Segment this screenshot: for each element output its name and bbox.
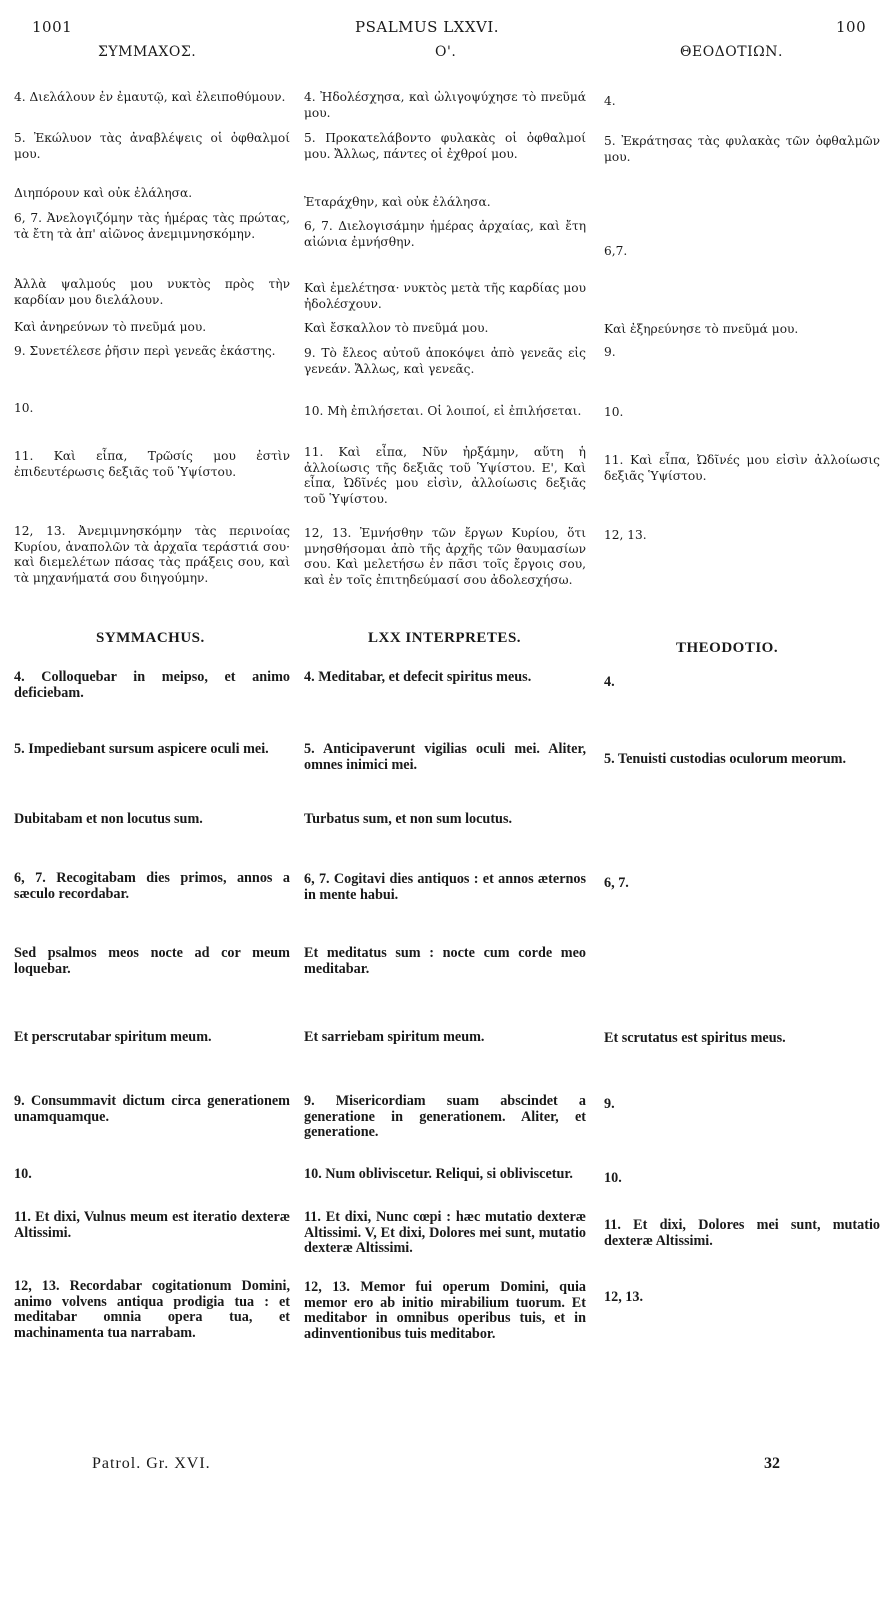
latin-head-theodotion: THEODOTIO. (676, 640, 779, 656)
latin-theodotion-v6-7c: Et scrutatus est spiritus meus. (604, 1030, 786, 1046)
latin-symmachus-v6-7: 6, 7. Recogitabam dies primos, annos a sæculo recordabar. (14, 870, 290, 902)
footer-signature: 32 (764, 1455, 780, 1472)
greek-lxx-v6-7c: Καὶ ἔσκαλλον τὸ πνεῦμά μου. (304, 321, 489, 335)
greek-symmachus-v5b: Διηπόρουν καὶ οὐκ ἐλάλησα. (14, 186, 193, 200)
greek-symmachus-v10: 10. (14, 401, 34, 415)
greek-symmachus-v11: 11. Καὶ εἶπα, Τρῶσίς μου ἐστὶν ἐπιδευτέρωσις δεξιᾶς τοῦ Ὑψίστου. (14, 449, 290, 479)
greek-symmachus-v6-7c: Καὶ ἀνηρεύνων τὸ πνεῦμά μου. (14, 320, 207, 334)
greek-theodotion-v5: 5. Ἐκράτησας τὰς φυλακὰς τῶν ὀφθαλμῶν μου. (604, 134, 880, 164)
latin-theodotion-v4: 4. (604, 674, 615, 690)
latin-symmachus-v12-13: 12, 13. Recordabar cogitationum Domini, animo volvens antiqua prodigia tua : et meditabar omnia opera tua, et machinamenta tua narrabam. (14, 1278, 290, 1341)
footer-source: Patrol. Gr. XVI. (92, 1455, 211, 1472)
latin-symmachus-v4: 4. Colloquebar in meipso, et animo deficiebam. (14, 669, 290, 701)
latin-head-lxx: LXX INTERPRETES. (368, 630, 522, 646)
latin-symmachus-v11: 11. Et dixi, Vulnus meum est iteratio dexteræ Altissimi. (14, 1209, 290, 1241)
latin-lxx-v12-13: 12, 13. Memor fui operum Domini, quia memor ero ab initio mirabilium tuorum. Et meditabor in omnibus operibus tuis, et in adinventionibus tuis meditabor. (304, 1279, 586, 1342)
latin-theodotion-v6-7: 6, 7. (604, 875, 629, 891)
greek-head-theodotion: ΘΕΟΔΟΤΙΩΝ. (680, 44, 783, 60)
greek-symmachus-v5: 5. Ἐκώλυον τὰς ἀναβλέψεις οἱ ὀφθαλμοί μου. (14, 131, 290, 161)
greek-lxx-v11: 11. Καὶ εἶπα, Νῦν ἠρξάμην, αὕτη ἡ ἀλλοίωσις τῆς δεξιᾶς τοῦ Ὑψίστου. Ε', Καὶ εἶπα, Ὠδῖνές μου εἰσὶν, ἀλλοίωσις δεξιᾶς τοῦ Ὑψίστου. (304, 445, 586, 506)
greek-lxx-v6-7: 6, 7. Διελογισάμην ἡμέρας ἀρχαίας, καὶ ἔτη αἰώνια ἐμνήσθην. (304, 219, 586, 249)
latin-symmachus-v6-7c: Et perscrutabar spiritum meum. (14, 1029, 212, 1045)
greek-theodotion-v9: 9. (604, 345, 616, 359)
running-title: PSALMUS LXXVI. (355, 18, 500, 36)
greek-theodotion-v11: 11. Καὶ εἶπα, Ὠδῖνές μου εἰσὶν ἀλλοίωσις δεξιᾶς Ὑψίστου. (604, 453, 880, 483)
greek-lxx-v4: 4. Ἠδολέσχησα, καὶ ὠλιγοψύχησε τὸ πνεῦμά μου. (304, 90, 586, 120)
greek-symmachus-v9: 9. Συνετέλεσε ῥῆσιν περὶ γενεᾶς ἑκάστης. (14, 344, 276, 358)
latin-lxx-v6-7: 6, 7. Cogitavi dies antiquos : et annos æternos in mente habui. (304, 871, 586, 903)
greek-lxx-v5: 5. Προκατελάβοντο φυλακὰς οἱ ὀφθαλμοί μου. Ἄλλως, πάντες οἱ ἐχθροί μου. (304, 131, 586, 161)
latin-symmachus-v9: 9. Consummavit dictum circa generationem unamquamque. (14, 1093, 290, 1125)
latin-symmachus-v6-7b: Sed psalmos meos nocte ad cor meum loquebar. (14, 945, 290, 977)
latin-lxx-v10: 10. Num obliviscetur. Reliqui, si obliviscetur. (304, 1166, 573, 1182)
latin-symmachus-v5: 5. Impediebant sursum aspicere oculi mei. (14, 741, 269, 757)
greek-lxx-v12-13: 12, 13. Ἐμνήσθην τῶν ἔργων Κυρίου, ὅτι μνησθήσομαι ἀπὸ τῆς ἀρχῆς τῶν θαυμασίων σου. Καὶ μελετήσω ἐν πᾶσι τοῖς ἔργοις σου, καὶ ἐν τοῖς ἐπιτηδεύμασί σου ἀδολεσχήσω. (304, 526, 586, 587)
latin-lxx-v11: 11. Et dixi, Nunc cœpi : hæc mutatio dexteræ Altissimi. V, Et dixi, Dolores mei sunt, mutatio dexteræ Altissimi. (304, 1209, 586, 1256)
latin-theodotion-v11: 11. Et dixi, Dolores mei sunt, mutatio dexteræ Altissimi. (604, 1217, 880, 1249)
latin-lxx-v9: 9. Misericordiam suam abscindet a generatione in generationem. Aliter, et generatione. (304, 1093, 586, 1140)
latin-head-symmachus: SYMMACHUS. (96, 630, 205, 646)
greek-lxx-v10: 10. Μὴ ἐπιλήσεται. Οἱ λοιποί, εἰ ἐπιλήσεται. (304, 404, 582, 418)
greek-theodotion-v6-7c: Καὶ ἐξηρεύνησε τὸ πνεῦμά μου. (604, 322, 799, 336)
latin-lxx-v5b: Turbatus sum, et non sum locutus. (304, 811, 513, 827)
latin-theodotion-v9: 9. (604, 1096, 615, 1112)
page-number-left: 1001 (32, 18, 73, 36)
greek-symmachus-v6-7: 6, 7. Ἀνελογιζόμην τὰς ἡμέρας τὰς πρώτας, τὰ ἔτη τὰ ἀπ' αἰῶνος ἀνεμιμνησκόμην. (14, 211, 290, 241)
greek-lxx-v5b: Ἐταράχθην, καὶ οὐκ ἐλάλησα. (304, 195, 491, 209)
greek-symmachus-v6-7b: Ἀλλὰ ψαλμούς μου νυκτὸς πρὸς τὴν καρδίαν μου διελάλουν. (14, 277, 290, 307)
greek-lxx-v9: 9. Τὸ ἔλεος αὐτοῦ ἀποκόψει ἀπὸ γενεᾶς εἰς γενεάν. Ἄλλως, καὶ γενεᾶς. (304, 346, 586, 376)
latin-theodotion-v12-13: 12, 13. (604, 1289, 644, 1305)
latin-symmachus-v5b: Dubitabam et non locutus sum. (14, 811, 203, 827)
greek-theodotion-v4: 4. (604, 94, 616, 108)
latin-lxx-v6-7b: Et meditatus sum : nocte cum corde meo meditabar. (304, 945, 586, 977)
greek-symmachus-v12-13: 12, 13. Ἀνεμιμνησκόμην τὰς περινοίας Κυρίου, ἀναπολῶν τὰ ἀρχαῖα τεράστιά σου· καὶ διεμελέτων πάσας τὰς πράξεις σου, καὶ τὰ μηχανήματά σου διηγούμην. (14, 524, 290, 585)
greek-theodotion-v10: 10. (604, 405, 624, 419)
greek-lxx-v6-7b: Καὶ ἐμελέτησα· νυκτὸς μετὰ τῆς καρδίας μου ἠδολέσχουν. (304, 281, 586, 311)
latin-symmachus-v10: 10. (14, 1166, 32, 1182)
greek-theodotion-v6-7: 6,7. (604, 244, 628, 258)
greek-symmachus-v4: 4. Διελάλουν ἐν ἐμαυτῷ, καὶ ἐλειποθύμουν. (14, 90, 286, 104)
latin-lxx-v5: 5. Anticipaverunt vigilias oculi mei. Aliter, omnes inimici mei. (304, 741, 586, 773)
greek-head-symmachus: ΣΥΜΜΑΧΟΣ. (98, 44, 197, 60)
greek-theodotion-v12-13: 12, 13. (604, 528, 647, 542)
latin-theodotion-v5: 5. Tenuisti custodias oculorum meorum. (604, 751, 846, 767)
page-number-right: 100 (836, 18, 867, 36)
latin-theodotion-v10: 10. (604, 1170, 622, 1186)
greek-head-lxx: Ο'. (435, 44, 457, 60)
latin-lxx-v4: 4. Meditabar, et defecit spiritus meus. (304, 669, 532, 685)
latin-lxx-v6-7c: Et sarriebam spiritum meum. (304, 1029, 485, 1045)
